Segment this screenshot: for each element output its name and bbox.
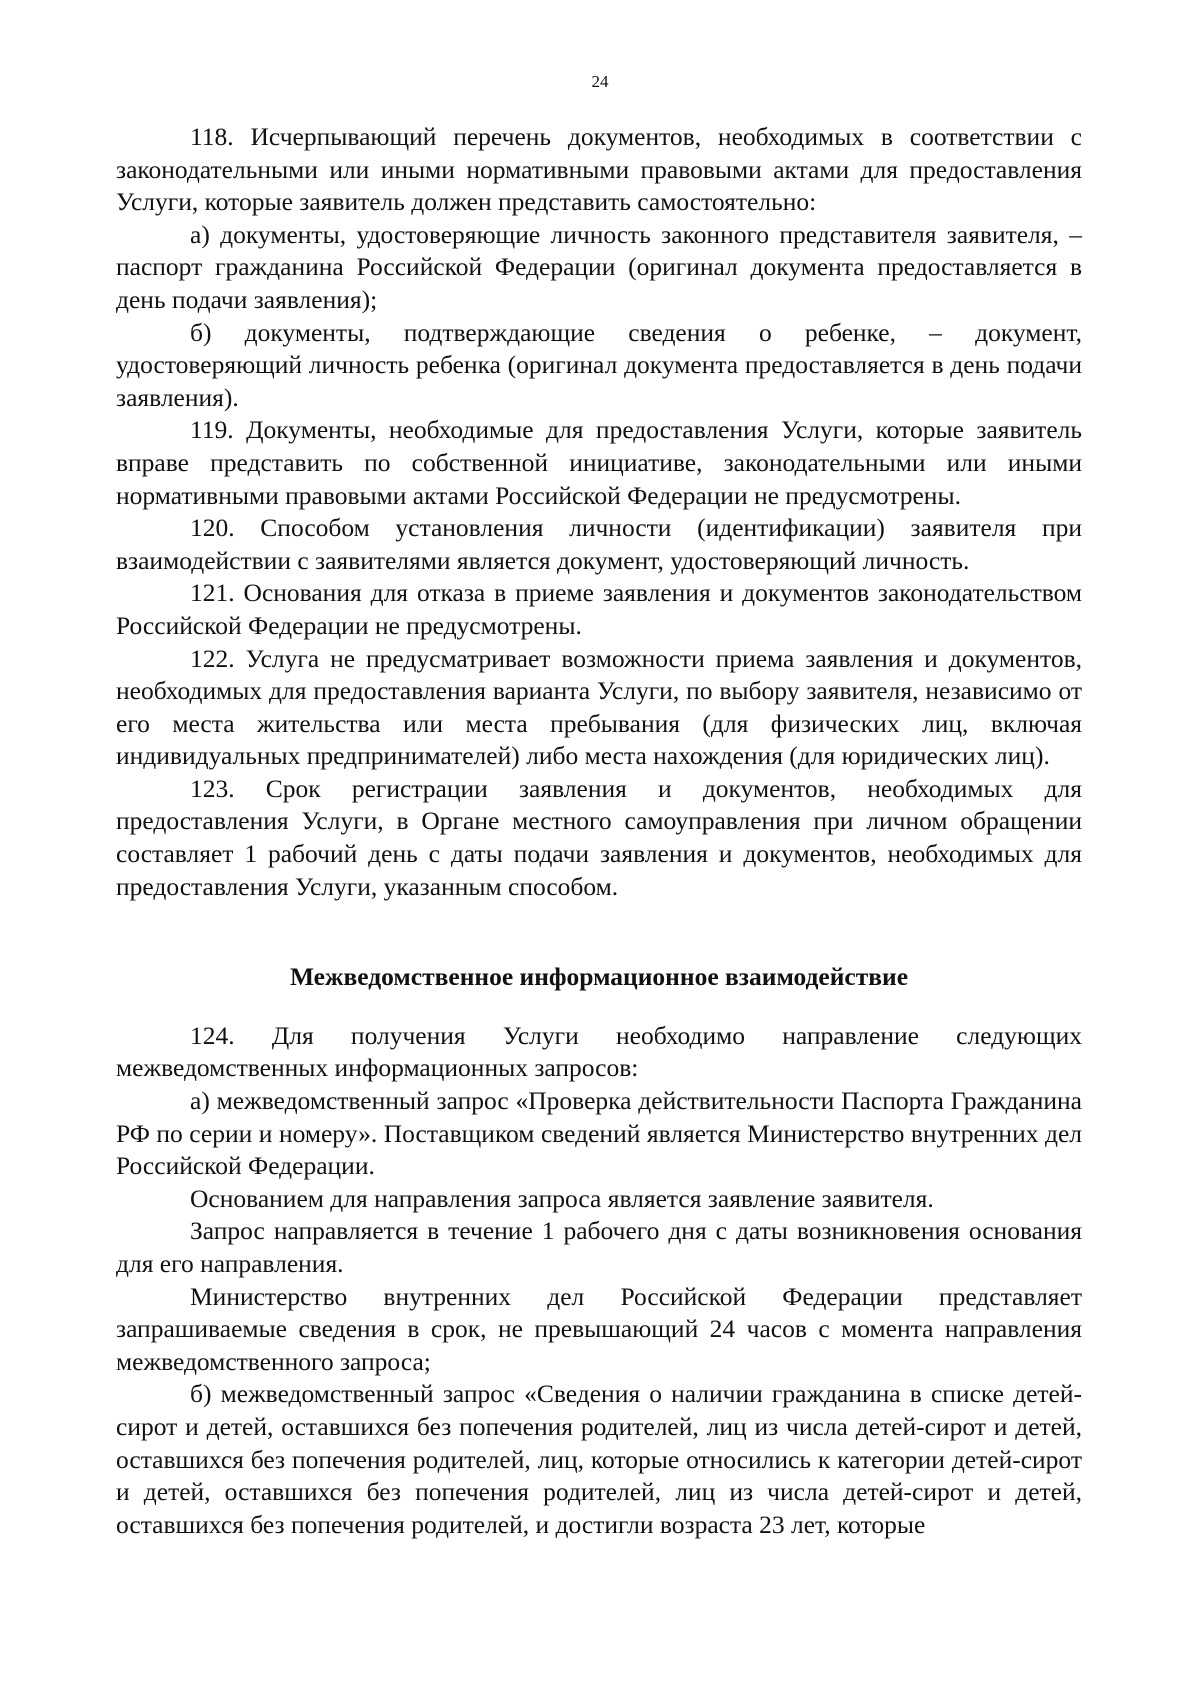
paragraph-124-deadline: Запрос направляется в течение 1 рабочего дня с даты возникновения основания для его направления.: [116, 1216, 1082, 1278]
paragraph-124-a: а) межведомственный запрос «Проверка действительности Паспорта Гражданина РФ по серии и номеру». Поставщиком сведений является Министерство внутренних дел Российской Федерации.: [116, 1086, 1082, 1181]
paragraph-120: 120. Способом установления личности (идентификации) заявителя при взаимодействии с заявителями является документ, удостоверяющий личность.: [116, 513, 1082, 575]
paragraph-124: 124. Для получения Услуги необходимо направление следующих межведомственных информационных запросов:: [116, 1020, 1082, 1083]
paragraph-118: 118. Исчерпывающий перечень документов, необходимых в соответствии с законодательными или иными нормативными правовыми актами для предоставления Услуги, которые заявитель должен представить самостоятельно:: [116, 122, 1082, 217]
paragraph-124-basis: Основанием для направления запроса является заявление заявителя.: [190, 1183, 934, 1213]
paragraph-123: 123. Срок регистрации заявления и документов, необходимых для предоставления Услуги, в Органе местного самоуправления при личном обращении составляет 1 рабочий день с даты подачи заявления и документов, необходимых для предоставления Услуги, указанным способом.: [116, 773, 1082, 901]
document-body: [116, 121, 1082, 1541]
section-heading: Межведомственное информационное взаимодействие: [289, 962, 909, 992]
paragraph-119: 119. Документы, необходимые для предоставления Услуги, которые заявитель вправе представить по собственной инициативе, законодательными или иными нормативными правовыми актами Российской Федерации не предусмотрены.: [116, 415, 1082, 510]
paragraph-124-b: б) межведомственный запрос «Сведения о наличии гражданина в списке детей-сирот и детей, оставшихся без попечения родителей, лиц из числа детей-сирот и детей, оставшихся без попечения родителей, лиц, которые относились к категории детей-сирот и детей, оставшихся без попечения родителей, лиц из числа детей-сирот и детей, оставшихся без попечения родителей, и достигли возраста 23 лет, которые: [116, 1379, 1082, 1539]
page-number: 24: [591, 72, 609, 91]
paragraph-122: 122. Услуга не предусматривает возможности приема заявления и документов, необходимых для предоставления варианта Услуги, по выбору заявителя, независимо от его места жительства или места пребывания (для физических лиц, включая индивидуальных предпринимателей) либо места нахождения (для юридических лиц).: [116, 643, 1082, 771]
paragraph-118-b: б) документы, подтверждающие сведения о ребенке, – документ, удостоверяющий личность ребенка (оригинал документа предоставляется в день подачи заявления).: [116, 317, 1082, 412]
paragraph-118-a: а) документы, удостоверяющие личность законного представителя заявителя, – паспорт гражданина Российской Федерации (оригинал документа предоставляется в день подачи заявления);: [116, 219, 1082, 314]
paragraph-124-provider: Министерство внутренних дел Российской Федерации представляет запрашиваемые сведения в срок, не превышающий 24 часов с момента направления межведомственного запроса;: [116, 1281, 1082, 1376]
paragraph-121: 121. Основания для отказа в приеме заявления и документов законодательством Российской Федерации не предусмотрены.: [116, 578, 1082, 640]
